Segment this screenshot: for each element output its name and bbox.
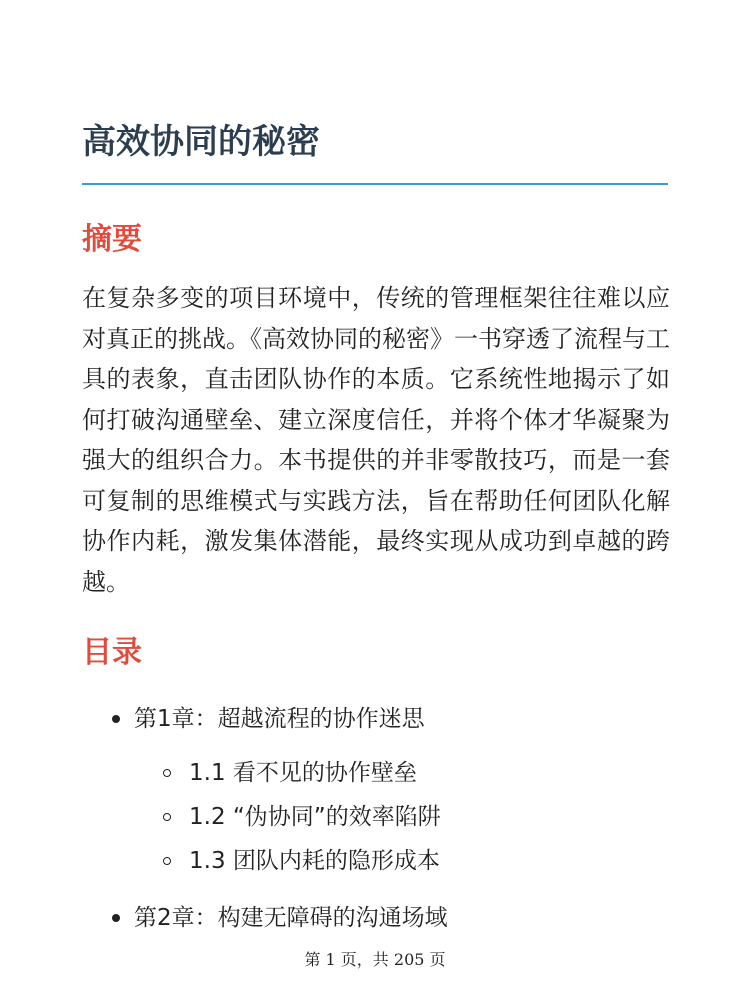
document-title: 高效协同的秘密: [82, 122, 320, 162]
toc-heading: 目录: [82, 635, 142, 670]
bullet-disc-icon: [112, 715, 120, 723]
toc-section-label: 1.2 “伪协同”的效率陷阱: [189, 804, 441, 830]
toc-chapter-label: 第2章：构建无障碍的沟通场域: [134, 905, 448, 931]
toc-section-label: 1.1 看不见的协作壁垒: [189, 760, 417, 786]
toc-section-label: 1.3 团队内耗的隐形成本: [189, 848, 440, 874]
summary-heading: 摘要: [82, 222, 142, 257]
bullet-circle-icon: [163, 769, 171, 777]
toc-chapter-label: 第1章：超越流程的协作迷思: [134, 706, 425, 732]
summary-paragraph: 在复杂多变的项目环境中，传统的管理框架往往难以应对真正的挑战。《高效协同的秘密》一书穿透了流程与工具的表象，直击团队协作的本质。它系统性地揭示了如何打破沟通壁垒、建立深度信任，并将个体才华凝聚为强大的组织合力。本书提供的并非零散技巧，而是一套可复制的思维模式与实践方法，旨在帮助任何团队化解协作内耗，激发集体潜能，最终实现从成功到卓越的跨越。: [82, 284, 670, 596]
page-footer: 第 1 页，共 205 页: [304, 950, 446, 969]
bullet-circle-icon: [163, 813, 171, 821]
bullet-disc-icon: [112, 914, 120, 922]
bullet-circle-icon: [163, 857, 171, 865]
